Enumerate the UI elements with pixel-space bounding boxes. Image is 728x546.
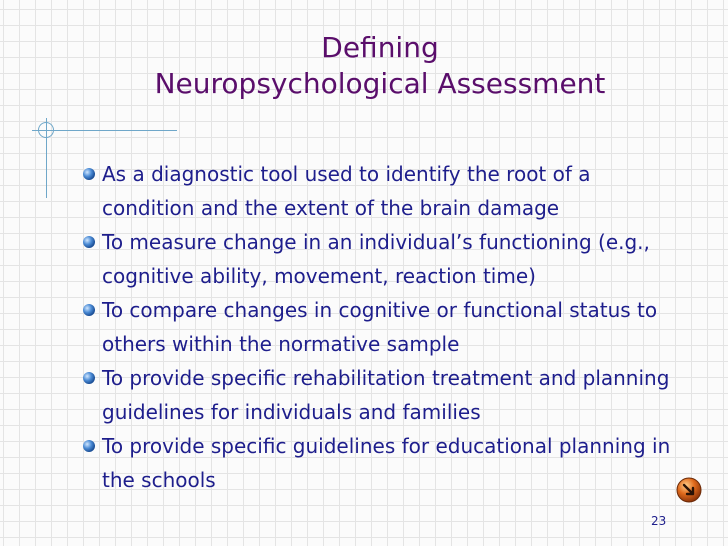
- sphere-bullet-icon: [82, 371, 96, 385]
- bullet-item: [82, 157, 682, 225]
- page-number: 23: [651, 514, 667, 528]
- bullet-item: [82, 225, 682, 293]
- decorative-ring: [38, 122, 54, 138]
- sphere-bullet-icon: [82, 303, 96, 317]
- sphere-bullet-icon: [82, 235, 96, 249]
- slide-title: [80, 30, 680, 103]
- bullet-text: To compare changes in cognitive or functional status to others within the normative sample: [102, 298, 658, 356]
- sphere-bullet-icon: [82, 167, 96, 181]
- bullet-item: [82, 361, 682, 429]
- sphere-bullet-icon: [82, 439, 96, 453]
- bullet-item: [82, 429, 682, 497]
- title-line-1: Defining: [321, 31, 439, 64]
- title-line-2: Neuropsychological Assessment: [154, 67, 606, 101]
- next-slide-button[interactable]: [676, 477, 702, 503]
- bullet-text: To measure change in an individual’s functioning (e.g., cognitive ability, movement, reaction time): [102, 230, 650, 288]
- bullet-item: [82, 293, 682, 361]
- bullet-text: To provide specific rehabilitation treatment and planning guidelines for individuals and families: [102, 366, 670, 424]
- bullet-list: [82, 157, 682, 497]
- next-arrow-icon: [676, 477, 702, 503]
- bullet-text: To provide specific guidelines for educational planning in the schools: [102, 434, 671, 492]
- bullet-text: As a diagnostic tool used to identify the root of a condition and the extent of the brain damage: [102, 162, 591, 220]
